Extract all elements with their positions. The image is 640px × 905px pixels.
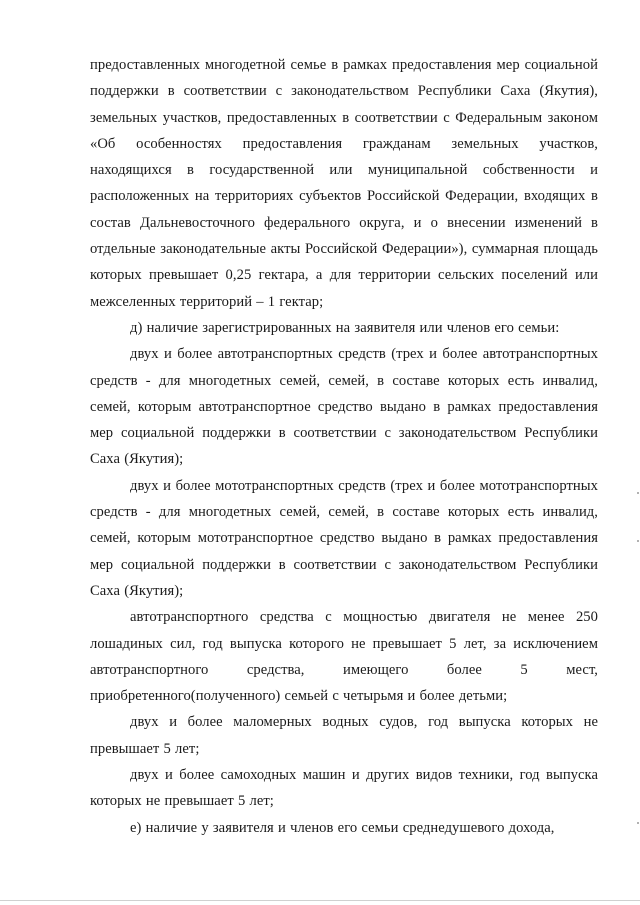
paragraph-item-e: е) наличие у заявителя и членов его семьи среднедушевого дохода, xyxy=(130,819,555,836)
paragraph-self-propelled-machines: двух и более самоходных машин и других видов техники, год выпуска которых не превышает 5 лет; xyxy=(90,767,598,810)
document-body xyxy=(90,52,598,841)
scan-edge-mark xyxy=(637,492,639,494)
paragraph-motor-vehicles: двух и более автотранспортных средств (трех и более автотранспортных средств - для многодетных семей, семей, в составе которых есть инвалид, семей, которым автотранспортное средство выдано в рамках предоставления мер социальной поддержки в соответствии с законодательством Республики Саха (Якутия); xyxy=(90,346,598,468)
paragraph-continued-land-plots: предоставленных многодетной семье в рамках предоставления мер социальной поддержки в соответствии с законодательством Республики Саха (Якутия), земельных участков, предоставленных в соответствии с Федеральным законом «Об особенностях предоставления гражданам земельных участков, находящихся в государственной или муниципальной собственности и расположенных на территориях субъектов Российской Федерации, входящих в состав Дальневосточного федерального округа, и о внесении изменений в отдельные законодательные акты Российской Федерации»), суммарная площадь которых превышает 0,25 гектара, а для территории сельских поселений или межселенных территорий – 1 гектар; xyxy=(90,57,598,310)
scan-edge-mark xyxy=(637,822,639,824)
paragraph-motorcycles: двух и более мототранспортных средств (трех и более мототранспортных средств - для многодетных семей, семей, в составе которых есть инвалид, семей, которым мототранспортное средство выдано в рамках предоставления мер социальной поддержки в соответствии с законодательством Республики Саха (Якутия); xyxy=(90,477,598,599)
paragraph-engine-power: автотранспортного средства с мощностью двигателя не менее 250 лошадиных сил, год выпуска которого не превышает 5 лет, за исключением автотранспортного средства, имеющего более 5 мест, приобретенного(полученного) семьей с четырьмя и более детьми; xyxy=(90,609,598,705)
scan-bottom-edge xyxy=(0,900,640,901)
scan-edge-mark xyxy=(637,540,639,542)
paragraph-item-d: д) наличие зарегистрированных на заявителя или членов его семьи: xyxy=(130,319,560,336)
paragraph-small-vessels: двух и более маломерных водных судов, год выпуска которых не превышает 5 лет; xyxy=(90,714,598,757)
